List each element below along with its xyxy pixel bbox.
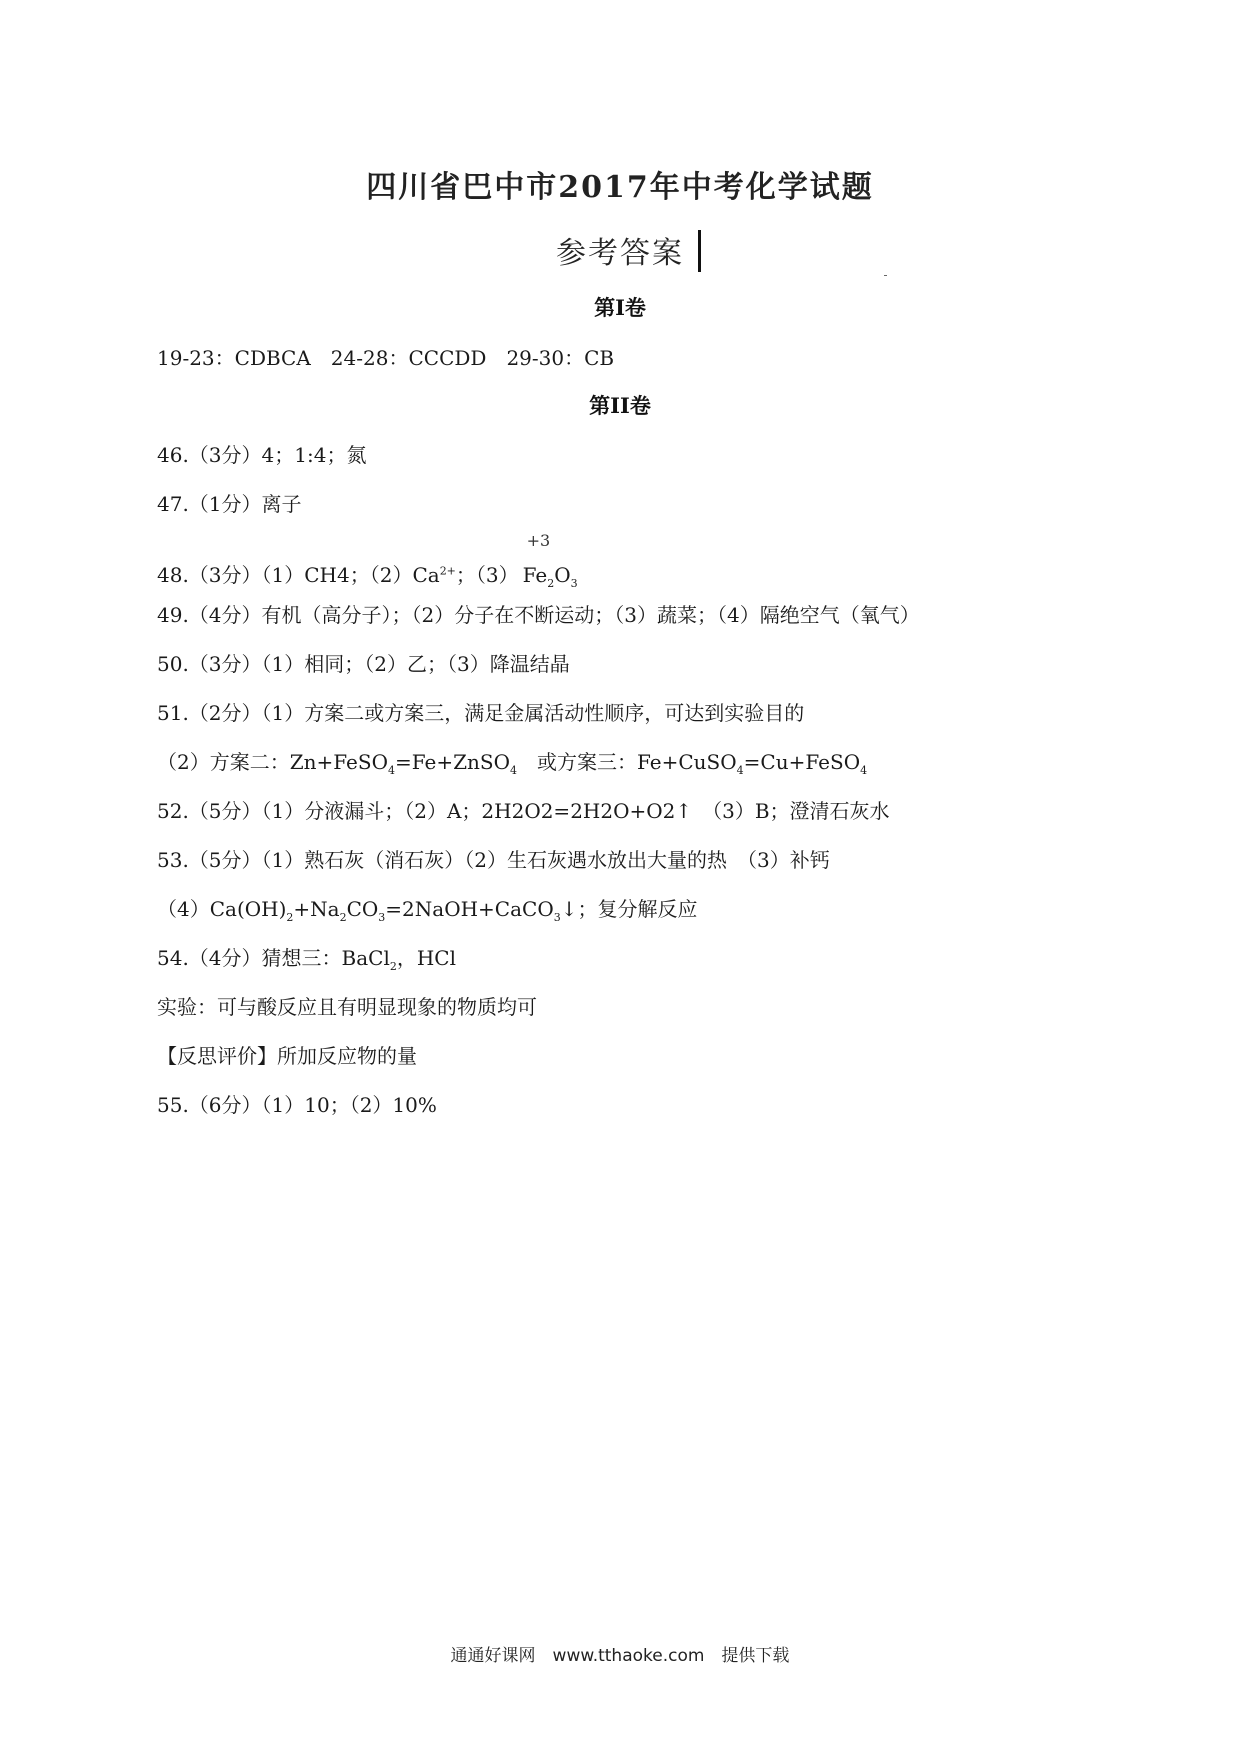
eq-part: 或方案三：Fe+CuSO	[517, 750, 737, 774]
eq-part: （2）方案二：Zn+FeSO	[157, 750, 388, 774]
eq-part: CO	[346, 897, 379, 921]
ca-charge: 2+	[439, 564, 456, 578]
fe-symbol: Fe	[522, 563, 548, 587]
reflection-note: 【反思评价】所加反应物的量	[157, 1044, 417, 1068]
answer-53-part1: 53.（5分）（1）熟石灰（消石灰）（2）生石灰遇水放出大量的热 （3）补钙	[157, 848, 830, 872]
answer-46: 46.（3分）4；1:4；氮	[157, 443, 367, 467]
eq-part: =Fe+ZnSO	[394, 750, 510, 774]
text-cursor	[698, 230, 701, 272]
eq-sub: 4	[510, 764, 517, 777]
eq-sub: 2	[339, 911, 347, 924]
fe-subscript: 2	[547, 577, 555, 590]
eq-part: 54.（4分）猜想三：BaCl	[157, 946, 390, 970]
eq-part: ↓；复分解反应	[560, 897, 698, 921]
answer-51-part2	[157, 746, 867, 777]
eq-sub: 3	[378, 911, 386, 924]
footer-source: 通通好课网 www.tthaoke.com 提供下载	[450, 1646, 790, 1666]
answer-53-part2	[157, 893, 698, 924]
answer-49: 49.（4分）有机（高分子）；（2）分子在不断运动；（3）蔬菜；（4）隔绝空气（氧气）	[157, 603, 920, 627]
oxidation-state: +3	[526, 531, 551, 550]
experiment-note: 实验：可与酸反应且有明显现象的物质均可	[157, 995, 537, 1019]
eq-sub: 2	[389, 960, 397, 973]
eq-sub: 4	[736, 764, 744, 777]
answer-55: 55.（6分）（1）10；（2）10%	[157, 1093, 437, 1117]
iron-oxide-formula	[522, 531, 578, 590]
section-1-answers: 19-23：CDBCA 24-28：CCCDD 29-30：CB	[157, 346, 615, 370]
eq-part: ，HCl	[396, 946, 456, 970]
answer-48-prefix: 48.（3分）（1）CH4；（2）Ca	[157, 563, 440, 587]
answer-47: 47.（1分）离子	[157, 492, 302, 516]
answer-48	[157, 531, 578, 590]
answer-54	[157, 942, 456, 973]
eq-part: （4）Ca(OH)	[157, 897, 287, 921]
document-title: 四川省巴中市2017年中考化学试题	[366, 170, 874, 205]
scan-speck	[884, 275, 887, 276]
eq-sub: 3	[553, 911, 561, 924]
answer-50: 50.（3分）（1）相同；（2）乙；（3）降温结晶	[157, 652, 570, 676]
eq-sub: 4	[387, 764, 395, 777]
section-1-heading: 第Ⅰ卷	[594, 295, 646, 320]
o-symbol: O	[554, 563, 571, 587]
eq-part: +Na	[293, 897, 340, 921]
eq-part: =2NaOH+CaCO	[385, 897, 554, 921]
answer-48-mid: ；（3）	[455, 563, 519, 587]
eq-sub: 2	[286, 911, 294, 924]
answer-51-part1: 51.（2分）（1）方案二或方案三，满足金属活动性顺序，可达到实验目的	[157, 701, 805, 725]
eq-sub: 4	[860, 764, 868, 777]
o-subscript: 3	[570, 577, 578, 590]
answer-52: 52.（5分）（1）分液漏斗；（2）A；2H2O2=2H2O+O2↑ （3）B；澄清石灰水	[157, 799, 890, 823]
section-2-heading: 第II卷	[589, 393, 651, 418]
document-subtitle: 参考答案	[556, 236, 684, 271]
eq-part: =Cu+FeSO	[743, 750, 861, 774]
